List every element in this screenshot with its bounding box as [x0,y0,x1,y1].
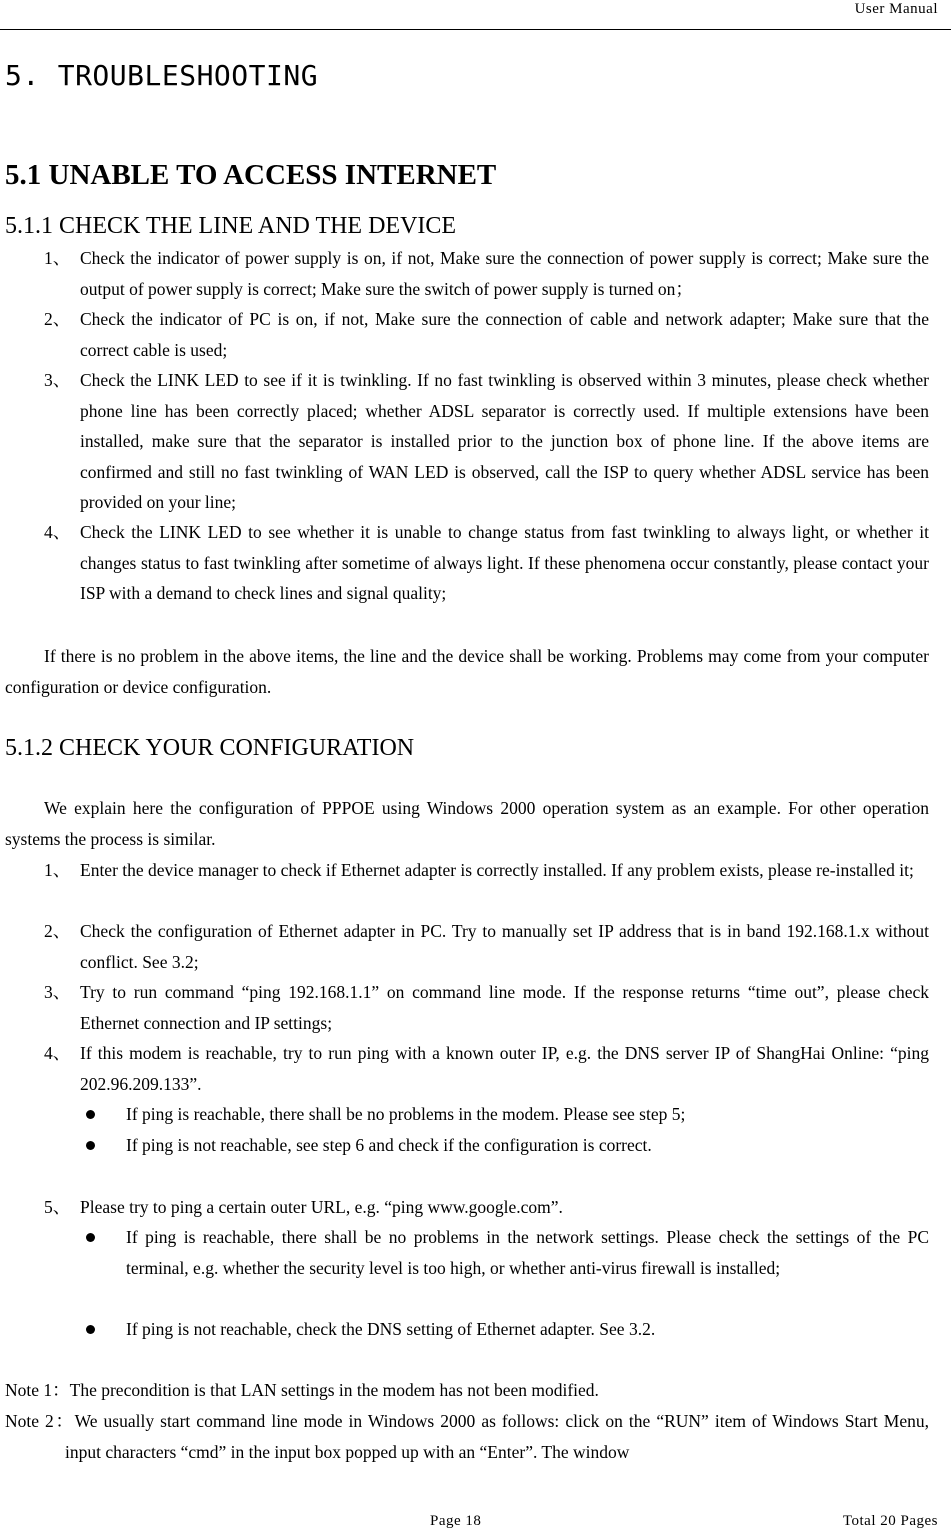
chapter-heading [5,58,318,94]
item-text: Try to run command “ping 192.168.1.1” on command line mode. If the response returns “time out”, please check Ethernet connection and IP settings; [80,982,929,1033]
bullet-dot-icon [86,1233,95,1242]
bullet-dot-icon [86,1141,95,1150]
item-text: If this modem is reachable, try to run ping with a known outer IP, e.g. the DNS server IP of ShangHai Online: “ping 202.96.209.133”. [80,1043,929,1094]
item-number: 4、 [44,1043,71,1063]
item-number: 2、 [44,309,71,329]
item-text: Check the indicator of PC is on, if not, Make sure the connection of cable and network adapter; Make sure that the correct cable is used; [80,309,929,360]
bullet-item [86,1222,929,1283]
list-item [44,304,929,365]
page-number: Page 18 [430,1513,482,1529]
item-number: 4、 [44,522,71,542]
list-item [44,916,929,977]
item-text: Check the LINK LED to see if it is twinkling. If no fast twinkling is observed within 3 minutes, please check whether phone line has been correctly placed; whether ADSL separator is correctly used. If multiple extensions have been installed, make sure that the separator is installed prior to the junction box of phone line. If the above items are confirmed and still no fast twinkling of WAN LED is observed, call the ISP to query whether ADSL service has been provided on your line; [80,370,929,512]
item-text: Please try to ping a certain outer URL, e.g. “ping www.google.com”. [80,1197,563,1217]
list-item [44,855,929,886]
subsection-heading-2: 5.1.2 CHECK YOUR CONFIGURATION [5,735,415,761]
list-item [44,517,929,609]
item-text: Check the indicator of power supply is on, if not, Make sure the connection of power supply is correct; Make sure the output of power supply is correct; Make sure the switch of power supply is turned on； [80,248,929,299]
list-item [44,365,929,518]
item-number: 3、 [44,982,71,1002]
item-number: 1、 [44,860,71,880]
paragraph: We explain here the configuration of PPPOE using Windows 2000 operation system as an example. For other operation systems the process is similar. [5,798,929,849]
bullet-item [86,1099,929,1130]
bullet-text: If ping is not reachable, see step 6 and check if the configuration is correct. [126,1135,652,1155]
list-item [44,1038,929,1099]
paragraph: If there is no problem in the above items, the line and the device shall be working. Problems may come from your computer configuration or device configuration. [5,646,929,697]
item-number: 2、 [44,921,71,941]
chapter-number: 5. [5,59,40,92]
header-title: User Manual [854,1,938,17]
list-item [44,1192,929,1223]
note-1: Note 1：The precondition is that LAN settings in the modem has not been modified. [5,1380,599,1400]
item-text: Enter the device manager to check if Ethernet adapter is correctly installed. If any problem exists, please re-installed it; [80,860,914,880]
header-rule [0,29,951,30]
item-number: 1、 [44,248,71,268]
bullet-item [86,1314,929,1345]
item-number: 5、 [44,1197,71,1217]
note-2: Note 2：We usually start command line mode in Windows 2000 as follows: click on the “RUN” item of Windows Start Menu, input characters “cmd” in the input box popped up with an “Enter”. The window [5,1411,929,1462]
item-text: Check the configuration of Ethernet adapter in PC. Try to manually set IP address that is in band 192.168.1.x without conflict. See 3.2; [80,921,929,972]
bullet-dot-icon [86,1110,95,1119]
chapter-title: TROUBLESHOOTING [57,59,319,92]
list-item [44,243,929,304]
total-pages: Total 20 Pages [842,1513,938,1529]
section-heading: 5.1 UNABLE TO ACCESS INTERNET [5,159,497,191]
bullet-item [86,1130,929,1161]
bullet-text: If ping is not reachable, check the DNS setting of Ethernet adapter. See 3.2. [126,1319,656,1339]
subsection-heading-1: 5.1.1 CHECK THE LINE AND THE DEVICE [5,213,457,239]
item-text: Check the LINK LED to see whether it is unable to change status from fast twinkling to always light, or whether it changes status to fast twinkling after sometime of always light. If these phenomena occur constantly, please contact your ISP with a demand to check lines and signal quality; [80,522,929,603]
list-item [44,977,929,1038]
bullet-text: If ping is reachable, there shall be no problems in the modem. Please see step 5; [126,1104,686,1124]
bullet-dot-icon [86,1325,95,1334]
bullet-text: If ping is reachable, there shall be no problems in the network settings. Please check the settings of the PC terminal, e.g. whether the security level is too high, or whether anti-virus firewall is installed; [126,1227,929,1278]
item-number: 3、 [44,370,71,390]
